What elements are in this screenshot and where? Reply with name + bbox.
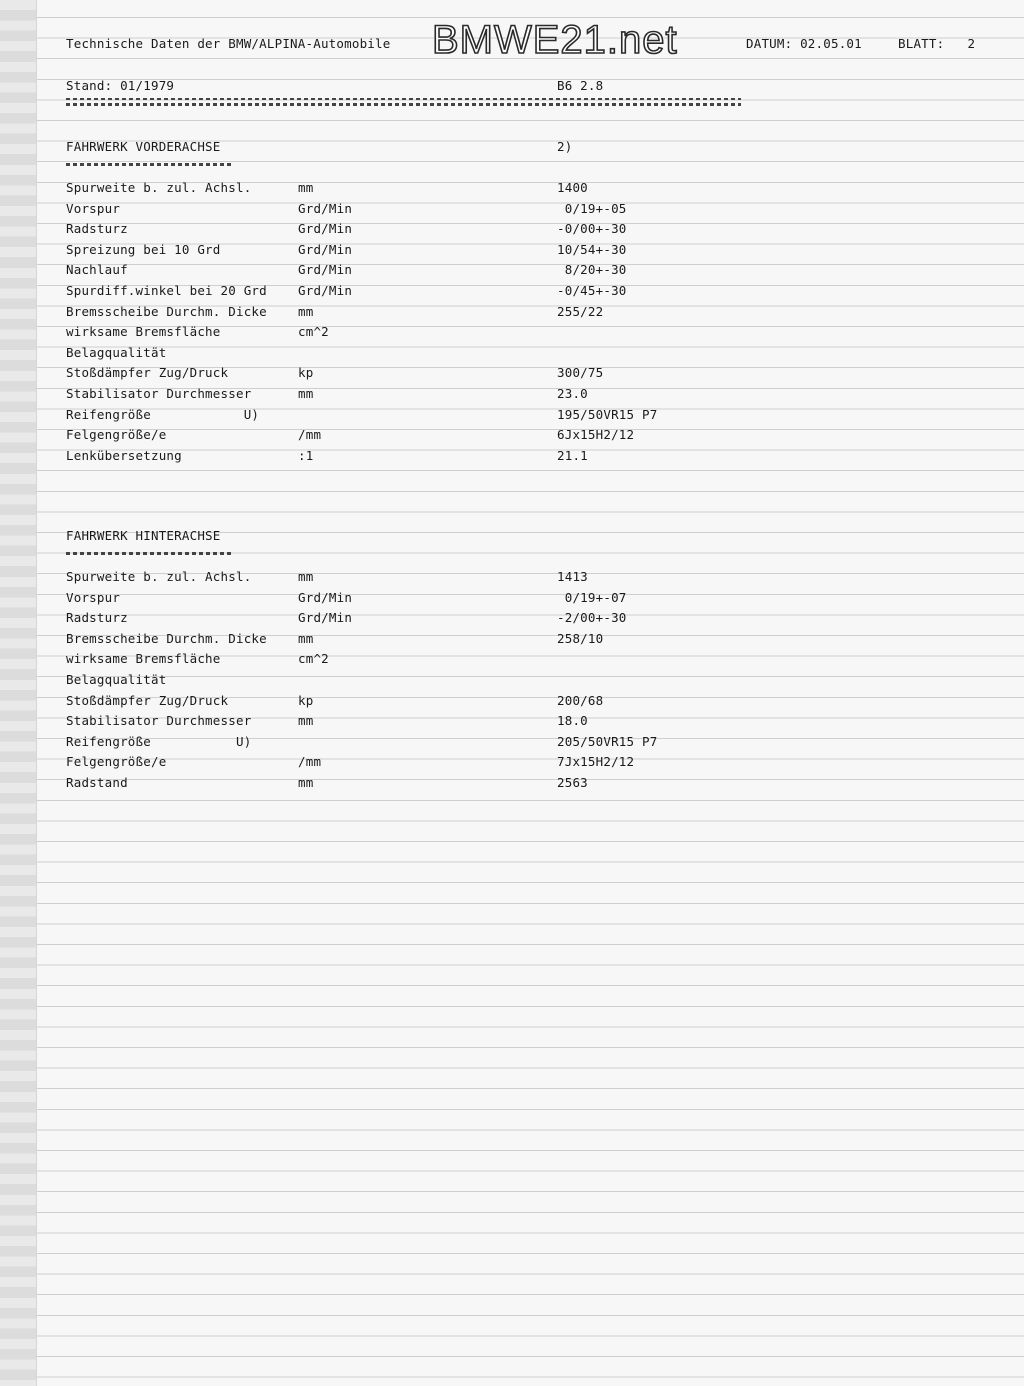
row-label: Stabilisator Durchmesser [66,713,252,729]
row-value: 205/50VR15 P7 [557,733,658,749]
row-unit: mm [298,630,314,646]
row-label: Vorspur [66,589,121,605]
row-value: 6Jx15H2/12 [557,427,635,443]
document-title: Technische Daten der BMW/ALPINA-Automobile [66,36,391,51]
row-label: Spreizung bei 10 Grd [66,241,221,257]
row-label: Radsturz [66,221,128,237]
row-value: 0/19+-07 [557,589,627,605]
row-label: Bremsscheibe Durchm. Dicke [66,303,267,319]
section-underline [66,163,234,166]
row-value: 0/19+-05 [557,200,627,216]
row-label: Bremsscheibe Durchm. Dicke [66,630,267,646]
row-label: Belagqualität [66,344,167,360]
row-unit: mm [298,303,314,319]
row-unit: mm [298,775,314,790]
row-unit: mm [298,569,314,584]
row-unit: kp [298,692,314,708]
stand-field: Stand: 01/1979 [66,78,175,93]
row-label: Felgengröße/e [66,427,167,443]
row-label: Stoßdämpfer Zug/Druck [66,692,229,708]
row-value: 255/22 [557,303,604,319]
row-unit: cm^2 [298,324,329,340]
row-value: -0/00+-30 [557,221,627,237]
row-value: 10/54+-30 [557,241,627,257]
row-value: -0/45+-30 [557,283,627,298]
section-title-front: FAHRWERK VORDERACHSE [66,139,221,154]
row-unit: /mm [298,754,322,770]
row-label: Spurweite b. zul. Achsl. [66,569,252,584]
row-value: 18.0 [557,713,588,729]
section-note-front: 2) [557,139,573,154]
row-value: 200/68 [557,692,604,708]
row-label: Reifengröße U) [66,733,252,749]
row-value: 8/20+-30 [557,262,627,278]
blatt-field: BLATT: 2 [898,36,976,51]
row-unit: Grd/Min [298,283,353,298]
datum-field: DATUM: 02.05.01 [746,36,862,51]
row-label: Belagqualität [66,672,167,687]
row-value: -2/00+-30 [557,610,627,626]
row-value: 258/10 [557,630,604,646]
row-value: 21.1 [557,447,588,463]
row-unit: Grd/Min [298,262,353,278]
row-label: wirksame Bremsfläche [66,651,221,667]
row-label: wirksame Bremsfläche [66,324,221,340]
row-unit: Grd/Min [298,589,353,605]
section-underline [66,552,234,555]
tractor-feed-edge [0,0,37,1386]
section-title-rear: FAHRWERK HINTERACHSE [66,528,221,543]
row-label: Nachlauf [66,262,128,278]
row-value: 1400 [557,180,588,195]
row-label: Radstand [66,775,128,790]
row-label: Lenkübersetzung [66,447,182,463]
double-rule [66,98,741,106]
row-unit: kp [298,365,314,381]
row-unit: Grd/Min [298,221,353,237]
row-label: Stoßdämpfer Zug/Druck [66,365,229,381]
row-label: Felgengröße/e [66,754,167,770]
row-label: Reifengröße U) [66,406,260,422]
row-unit: :1 [298,447,314,463]
row-unit: Grd/Min [298,200,353,216]
row-unit: mm [298,386,314,401]
model-field: B6 2.8 [557,78,604,93]
row-value: 2563 [557,775,588,790]
row-unit: mm [298,713,314,729]
row-label: Spurdiff.winkel bei 20 Grd [66,283,267,298]
row-unit: /mm [298,427,322,443]
row-label: Vorspur [66,200,121,216]
row-unit: cm^2 [298,651,329,667]
row-value: 23.0 [557,386,588,401]
row-value: 1413 [557,569,588,584]
row-value: 7Jx15H2/12 [557,754,635,770]
row-label: Spurweite b. zul. Achsl. [66,180,252,195]
row-label: Stabilisator Durchmesser [66,386,252,401]
row-value: 195/50VR15 P7 [557,406,658,422]
row-unit: Grd/Min [298,610,353,626]
row-label: Radsturz [66,610,128,626]
row-value: 300/75 [557,365,604,381]
watermark-logo: BMWE21.net [432,18,678,62]
row-unit: mm [298,180,314,195]
row-unit: Grd/Min [298,241,353,257]
